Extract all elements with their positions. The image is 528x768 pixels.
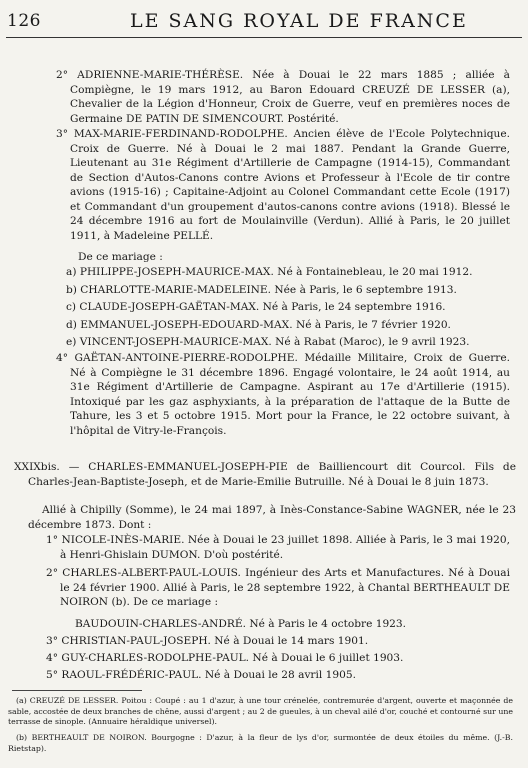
page-number: 126 <box>7 11 41 31</box>
paragraph-gaetan: 4° GAËTAN-ANTOINE-PIERRE-RODOLPHE. Médaille Militaire, Croix de Guerre. Né à Compiègne le 31 décembre 1896. Engagé volontaire, le 24 août 1914, au 31e Régiment d'Artillerie de Campagne. Aspirant au 17e d'Artillerie (1915). Intoxiqué par les gaz asphyxiants, à la préparation de l'attaque de la Butte de Tahure, les 3 et 5 octobre 1915. Mort pour la France, le 22 octobre suivant, à l'hôpital de Vitry-le-François. <box>56 352 510 437</box>
running-title: LE SANG ROYAL DE FRANCE <box>130 10 468 32</box>
footnote-b: (b) BERTHEAULT DE NOIRON. Bourgogne : D'azur, à la fleur de lys d'or, surmontée de deux étoiles du même. (J.-B. Rietstap). <box>8 733 513 753</box>
child-item: a) PHILIPPE-JOSEPH-MAURICE-MAX. Né à Fontainebleau, le 20 mai 1912. <box>66 266 473 278</box>
paragraph-charles: 2° CHARLES-ALBERT-PAUL-LOUIS. Ingénieur des Arts et Manufactures. Né à Douai le 24 février 1900. Allié à Paris, le 28 septembre 1922, à Chantal BERTHEAULT DE NOIRON (b). De ce mariage : <box>46 567 510 608</box>
footnote-a: (a) CREUZÉ DE LESSER. Poitou : Coupé : au 1 d'azur, à une tour crénelée, contremurée d'argent, ouverte et maçonnée de sable, accostée de deux branches de chêne, aussi d'argent ; au 2 de gueules, à un cheval ailé d'or, couché et contourné sur une terrasse de sinople. (Annuaire héraldique universel). <box>8 696 513 726</box>
mariage-heading: De ce mariage : <box>78 251 163 263</box>
header-rule <box>6 37 522 38</box>
paragraph-nicole: 1° NICOLE-INÈS-MARIE. Née à Douai le 23 juillet 1898. Alliée à Paris, le 3 mai 1920, à Henri-Ghislain DUMON. D'où postérité. <box>46 534 510 561</box>
footnote-rule <box>12 690 142 691</box>
paragraph-alliance: Allié à Chipilly (Somme), le 24 mai 1897, à Inès-Constance-Sabine WAGNER, née le 23 décembre 1873. Dont : <box>28 504 516 531</box>
paragraph-adrienne: 2° ADRIENNE-MARIE-THÉRÈSE. Née à Douai le 22 mars 1885 ; alliée à Compiègne, le 19 mars 1912, au Baron Edouard CREUZÉ DE LESSER (a), Chevalier de la Légion d'Honneur, Croix de Guerre, veuf en premières noces de Germaine DE PATIN DE SIMENCOURT. Postérité. <box>56 69 510 125</box>
child-guy: 4° GUY-CHARLES-RODOLPHE-PAUL. Né à Douai le 6 juillet 1903. <box>46 652 404 664</box>
child-item: e) VINCENT-JOSEPH-MAURICE-MAX. Né à Rabat (Maroc), le 9 avril 1923. <box>66 336 470 348</box>
page-header <box>0 6 528 34</box>
child-raoul: 5° RAOUL-FRÉDÉRIC-PAUL. Né à Douai le 28 avril 1905. <box>46 669 356 681</box>
child-item: b) CHARLOTTE-MARIE-MADELEINE. Née à Paris, le 6 septembre 1913. <box>66 284 457 296</box>
child-item: d) EMMANUEL-JOSEPH-EDOUARD-MAX. Né à Paris, le 7 février 1920. <box>66 319 451 331</box>
child-christian: 3° CHRISTIAN-PAUL-JOSEPH. Né à Douai le 14 mars 1901. <box>46 635 369 647</box>
child-item: c) CLAUDE-JOSEPH-GAËTAN-MAX. Né à Paris, le 24 septembre 1916. <box>66 301 446 313</box>
child-baudouin: BAUDOUIN-CHARLES-ANDRÉ. Né à Paris le 4 octobre 1923. <box>75 618 407 630</box>
paragraph-xxixbis: XXIXbis. — CHARLES-EMMANUEL-JOSEPH-PIE de Bailliencourt dit Courcol. Fils de Charles-Jean-Baptiste-Joseph, et de Marie-Emilie Butruille. Né à Douai le 8 juin 1873. <box>14 461 516 488</box>
paragraph-max: 3° MAX-MARIE-FERDINAND-RODOLPHE. Ancien élève de l'Ecole Polytechnique. Croix de Guerre. Né à Douai le 2 mai 1887. Pendant la Grande Guerre, Lieutenant au 31e Régiment d'Artillerie de Campagne (1914-15), Commandant de Section d'Autos-Canons contre Avions et Professeur à l'Ecole de tir contre avions (1915-16) ; Capitaine-Adjoint au Colonel Commandant cette Ecole (1917) et Commandant d'un groupement d'autos-canons contre avions (1918). Blessé le 24 décembre 1916 au fort de Moulainville (Verdun). Allié à Paris, le 20 juillet 1911, à Madeleine PELLÉ. <box>56 128 510 242</box>
